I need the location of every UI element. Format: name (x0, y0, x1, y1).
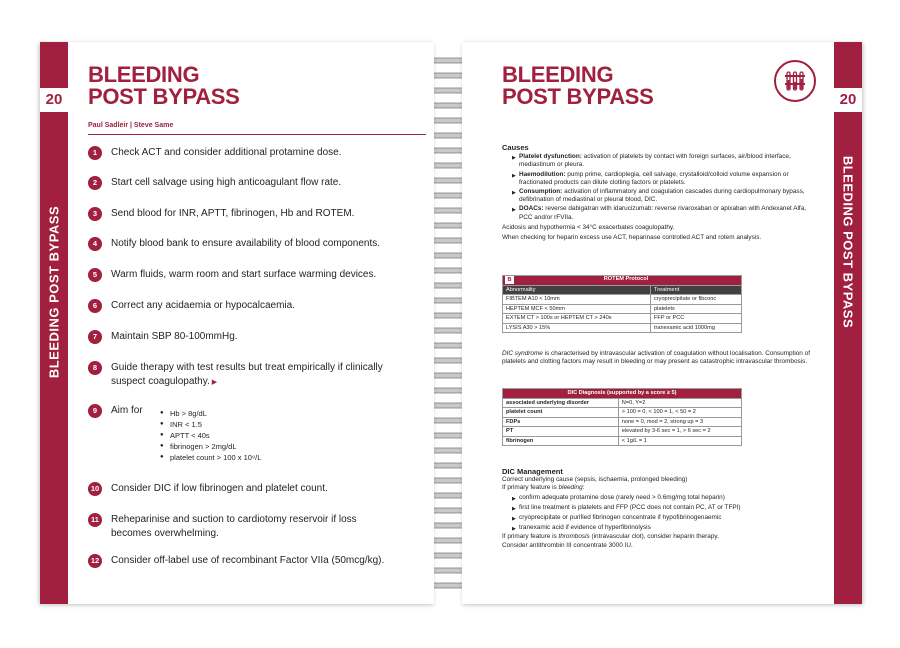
list-item: ▶ DOACs: reverse dabigatran with idarucizumab: reverse rivaroxaban or apixaban with Andexanet Alfa, PCC and/or rFVIIa. (512, 205, 807, 221)
right-page (462, 42, 862, 604)
dic-table: DIC Diagnosis (supported by a score ≥ 5) associated underlying disorder N=0, Y=2 platelet count > 100 = 0, < 100 = 1, < 50 = 2 FDPs none = 0, mod = 2, strong up = 3 PT elevated by 3-6 sec = 1, > 6 sec = 2 fibrinogen < 1g/L = 1 (502, 388, 742, 446)
step-4: 4 Notify blood bank to ensure availability of blood components. (88, 237, 388, 251)
list-item: ● APTT < 40s (160, 431, 210, 440)
list-item: ▶ Haemodilution: pump prime, cardioplegia, cell salvage, crystalloid/colloid volume expansion or fractionated products can dilute clotting factors or platelets. (512, 170, 789, 186)
step-9: 9 Aim for (88, 404, 388, 418)
step-6: 6 Correct any acidaemia or hypocalcaemia. (88, 299, 388, 313)
page-number: 20 (40, 88, 68, 112)
list-item: ● Hb > 8g/dL (160, 409, 207, 418)
list-item: ● platelet count > 100 x 10⁹/L (160, 453, 262, 462)
table-row: EXTEM CT > 100s or HEPTEM CT > 240s FFP or PCC (503, 314, 742, 324)
causes-section (502, 144, 812, 242)
step-8: 8 Guide therapy with test results but treat empirically if clinically suspect coagulopathy. ▶ (88, 361, 388, 390)
dic-paragraph: DIC syndrome is characterised by intravascular activation of coagulation without localisation. Consumption of platelets and clotting factors may result in bleeding or may present as catastrophic intravascular thrombosis. (502, 350, 810, 366)
list-item: ▶ Platelet dysfunction: activation of platelets by contact with foreign surfaces, air/blood interface, mediastinum or pleura. (512, 153, 791, 169)
page-title: BLEEDING POST BYPASS (502, 62, 654, 109)
dic-management: DIC Management Correct underlying cause (sepsis, ischaemia, prolonged bleeding) If primary feature is bleeding: ▶ confirm adequate protamine dose (rarely need > 0.6mg/mg total heparin) ▶ first line treatment is platelets and FFP (PCC does not contain PC, AT or TFPI) ▶ cryoprecipitate or purified fibrinogen concentrate if hypofibrinogenaemic ▶ tranexamic acid if evidence of hyperfibrinolysis If primary feature is thrombosis (intravascular clot), consider heparin therapy. Consider antithrombin III concentrate 3000 IU. (502, 468, 812, 550)
note: When checking for heparin excess use ACT, heparinase controlled ACT and rotem analysis. (502, 234, 762, 242)
table-row: platelet count > 100 = 0, < 100 = 1, < 50 = 2 (503, 408, 742, 418)
blood-tubes-icon (774, 60, 816, 102)
list-item: ▶ Consumption: activation of inflammatory and coagulation cascades during cardiopulmonary bypass, defibrination of mediastinal or pleural blood, DIC. (512, 188, 805, 204)
page-title: BLEEDING POST BYPASS (88, 62, 240, 109)
step-12: 12 Consider off-label use of recombinant Factor VIIa (50mcg/kg). (88, 554, 408, 568)
step-10: 10 Consider DIC if low fibrinogen and platelet count. (88, 482, 388, 496)
divider (88, 134, 426, 135)
causes-heading: Causes (502, 143, 529, 152)
table-row: associated underlying disorder N=0, Y=2 (503, 398, 742, 408)
step-3: 3 Send blood for INR, APTT, fibrinogen, Hb and ROTEM. (88, 207, 388, 221)
arrow-right-icon: ▶ (211, 379, 218, 386)
list-item: ▶ first line treatment is platelets and FFP (PCC does not contain PC, AT or TFPI) (512, 503, 741, 512)
table-row: LYSIS A30 > 15% tranexamic acid 1000mg (503, 323, 742, 333)
step-7: 7 Maintain SBP 80-100mmHg. (88, 330, 388, 344)
list-item: ▶ confirm adequate protamine dose (rarely need > 0.6mg/mg total heparin) (512, 493, 725, 502)
right-side-band (834, 42, 862, 604)
rotem-table: B ROTEM Protocol Abnormality Treatment FIBTEM A10 < 10mm cryoprecipitate or fibconc HEPTEM MCF < 50mm platelets EXTEM CT > 100s or HEPTEM CT > 240s FFP or PCC LYSIS A30 > 15% tranexamic acid 1000mg (502, 275, 742, 333)
table-row: fibrinogen < 1g/L = 1 (503, 436, 742, 446)
left-page (40, 42, 434, 604)
table-row: PT elevated by 3-6 sec = 1, > 6 sec = 2 (503, 427, 742, 437)
list-item: ● fibrinogen > 2mg/dL (160, 442, 237, 451)
authors: Paul Sadleir | Steve Same (88, 122, 174, 129)
left-side-band (40, 42, 68, 604)
step-2: 2 Start cell salvage using high anticoagulant flow rate. (88, 176, 388, 190)
step-5: 5 Warm fluids, warm room and start surface warming devices. (88, 268, 388, 282)
list-item: ● INR < 1.5 (160, 420, 202, 429)
list-item: ▶ tranexamic acid if evidence of hyperfibrinolysis (512, 524, 651, 533)
table-row: HEPTEM MCF < 50mm platelets (503, 304, 742, 314)
aims-list (160, 408, 261, 463)
page-number: 20 (834, 88, 862, 112)
side-title: BLEEDING POST BYPASS (46, 205, 62, 379)
step-11: 11 Reheparinise and suction to cardiotomy reservoir if loss becomes overwhelming. (88, 513, 388, 541)
table-row: FIBTEM A10 < 10mm cryoprecipitate or fibconc (503, 295, 742, 305)
table-row: FDPs none = 0, mod = 2, strong up = 3 (503, 417, 742, 427)
list-item: ▶ cryoprecipitate or purified fibrinogen concentrate if hypofibrinogenaemic (512, 514, 722, 523)
note: Acidosis and hypothermia < 34°C exacerbates coagulopathy. (502, 223, 675, 231)
step-1: 1 Check ACT and consider additional protamine dose. (88, 146, 388, 160)
side-title: BLEEDING POST BYPASS (840, 155, 856, 329)
